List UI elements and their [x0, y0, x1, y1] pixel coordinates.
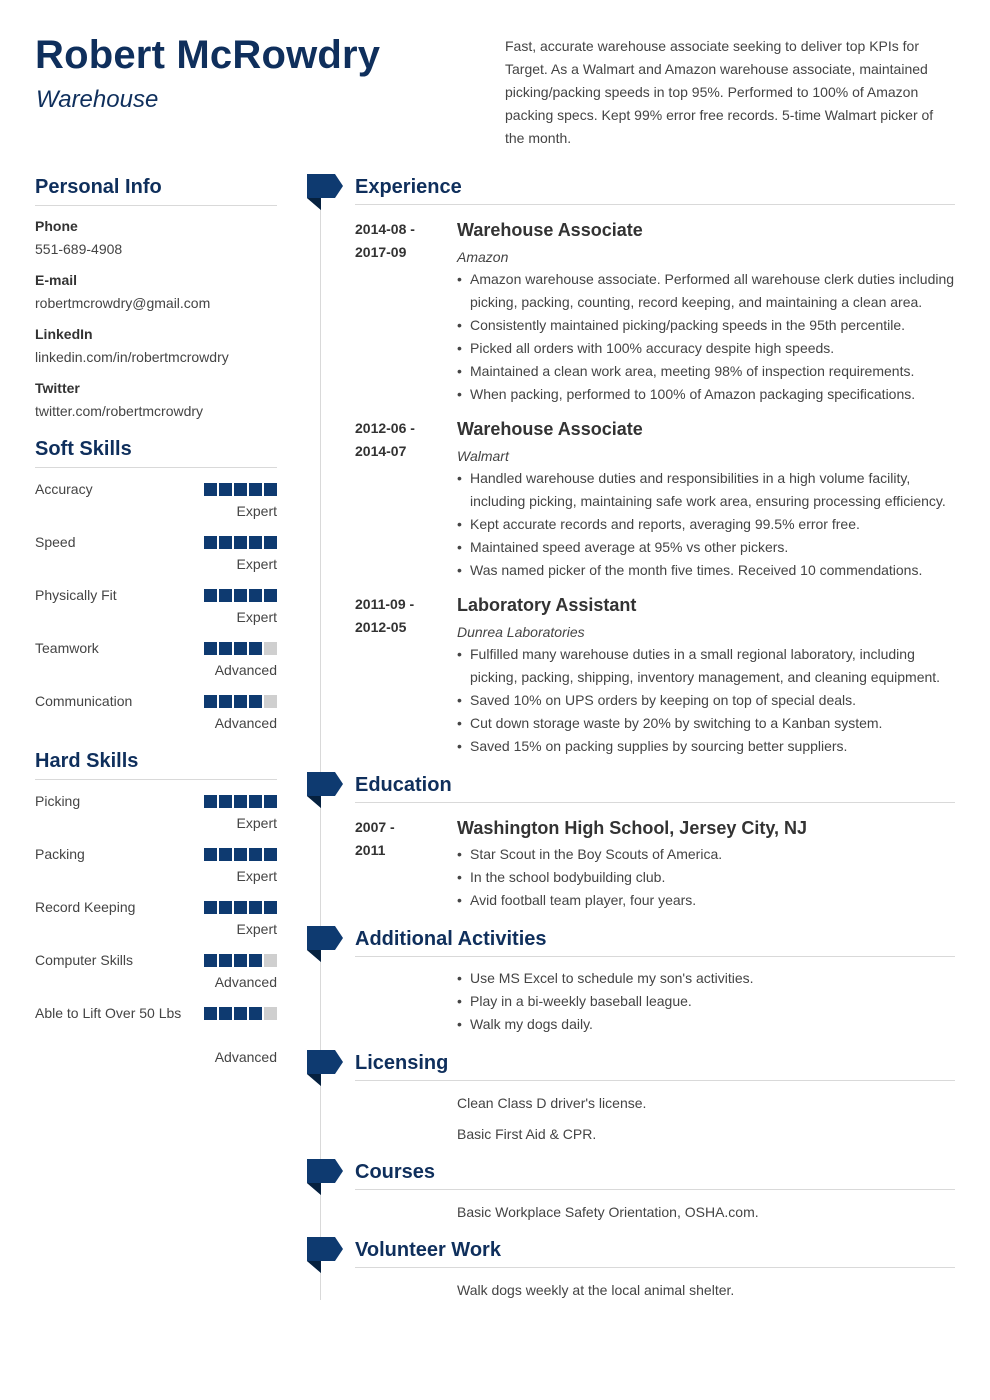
rating-square-filled [234, 536, 247, 549]
soft-skills-section [35, 438, 277, 468]
hard-skills-section [35, 750, 277, 780]
rating-square-empty [264, 954, 277, 967]
rating-square-empty [264, 1007, 277, 1020]
skill-rating [204, 901, 277, 914]
rating-square-filled [234, 483, 247, 496]
skill-rating [204, 954, 277, 967]
rating-square-filled [204, 695, 217, 708]
job-3-date-start: 2011-09 - [355, 596, 415, 612]
skill-rating [204, 536, 277, 549]
skill-level: Expert [236, 609, 277, 625]
list-item: • Amazon warehouse associate. Performed all warehouse clerk duties including picking, packing, counting, record keeping, and maintaining a clean area. [457, 268, 957, 314]
job-3-dates [355, 593, 435, 639]
skill-rating [204, 695, 277, 708]
education-date-end: 2011 [355, 842, 386, 858]
hard-skills-heading: Hard Skills [35, 750, 139, 772]
rating-square-empty [264, 642, 277, 655]
list-item: • In the school bodybuilding club. [457, 866, 957, 889]
personal-info-section [35, 176, 277, 206]
flag-marker-icon [307, 174, 343, 210]
skill-rating [204, 848, 277, 861]
activities-bullets [457, 967, 957, 1036]
skill-rating [204, 1007, 277, 1020]
list-item: • Was named picker of the month five times. Received 10 commendations. [457, 559, 957, 582]
education-divider [355, 802, 955, 803]
phone-label: Phone [35, 218, 78, 234]
list-item: • Use MS Excel to schedule my son's activities. [457, 967, 957, 990]
skill-level: Expert [236, 921, 277, 937]
skill-name: Computer Skills [35, 952, 134, 968]
job-2-date-end: 2014-07 [355, 443, 407, 459]
skill-level: Advanced [214, 974, 277, 990]
twitter-label: Twitter [35, 380, 80, 396]
education-date-start: 2007 - [355, 819, 395, 835]
rating-square-filled [249, 695, 262, 708]
job-2-date-start: 2012-06 - [355, 420, 415, 436]
activities-divider [355, 956, 955, 957]
hard-skills-list [35, 790, 277, 1080]
rating-square-filled [204, 642, 217, 655]
job-2-company: Walmart [457, 448, 509, 464]
rating-square-filled [234, 642, 247, 655]
job-1-title: Warehouse Associate [457, 220, 643, 240]
flag-marker-icon [307, 1050, 343, 1086]
list-item: • Saved 10% on UPS orders by keeping on top of special deals. [457, 689, 957, 712]
rating-square-filled [219, 589, 232, 602]
skill-name: Packing [35, 846, 85, 862]
list-item: • Play in a bi-weekly baseball league. [457, 990, 957, 1013]
rating-square-filled [264, 483, 277, 496]
twitter-value[interactable]: twitter.com/robertmcrowdry [35, 403, 204, 419]
email-label: E-mail [35, 272, 78, 288]
skill-name: Communication [35, 693, 133, 709]
skill-rating [204, 795, 277, 808]
list-item: • Star Scout in the Boy Scouts of America. [457, 843, 957, 866]
rating-square-filled [264, 795, 277, 808]
skill-rating [204, 589, 277, 602]
personal-info-list [35, 218, 277, 428]
rating-square-filled [204, 848, 217, 861]
rating-square-filled [234, 901, 247, 914]
soft-skills-heading: Soft Skills [35, 438, 132, 460]
job-2-dates [355, 417, 435, 463]
courses-divider [355, 1189, 955, 1190]
rating-square-filled [234, 848, 247, 861]
volunteer-divider [355, 1267, 955, 1268]
volunteer-heading: Volunteer Work [355, 1239, 501, 1261]
email-value[interactable]: robertmcrowdry@gmail.com [35, 295, 211, 311]
rating-square-filled [249, 589, 262, 602]
job-3-bullets [457, 643, 957, 758]
licensing-item-2: Basic First Aid & CPR. [457, 1126, 597, 1142]
candidate-name: Robert McRowdry [35, 33, 381, 77]
list-item: • Handled warehouse duties and responsibilities in a high volume facility, including picking, maintaining safe work area, ensuring processing efficiency. [457, 467, 957, 513]
list-item: • Kept accurate records and reports, averaging 99.5% error free. [457, 513, 957, 536]
job-1-bullets [457, 268, 957, 406]
job-3-title: Laboratory Assistant [457, 595, 637, 615]
linkedin-label: LinkedIn [35, 326, 93, 342]
skill-name: Able to Lift Over 50 Lbs [35, 1005, 182, 1021]
rating-square-filled [264, 589, 277, 602]
education-bullets [457, 843, 957, 912]
rating-square-filled [204, 795, 217, 808]
skill-level: Advanced [214, 715, 277, 731]
list-item: • Cut down storage waste by 20% by switching to a Kanban system. [457, 712, 957, 735]
hard-skills-divider [35, 779, 277, 780]
education-dates [355, 816, 435, 862]
rating-square-filled [249, 483, 262, 496]
list-item: • Maintained a clean work area, meeting 98% of inspection requirements. [457, 360, 957, 383]
list-item: • Maintained speed average at 95% vs other pickers. [457, 536, 957, 559]
skill-level: Expert [236, 503, 277, 519]
rating-square-filled [264, 536, 277, 549]
education-school: Washington High School, Jersey City, NJ [457, 818, 808, 838]
education-heading: Education [355, 774, 452, 796]
rating-square-filled [219, 795, 232, 808]
job-3-date-end: 2012-05 [355, 619, 407, 635]
skill-name: Accuracy [35, 481, 93, 497]
job-1-company: Amazon [457, 249, 509, 265]
candidate-role: Warehouse [36, 86, 159, 113]
job-1-date-start: 2014-08 - [355, 221, 415, 237]
skill-level: Expert [236, 868, 277, 884]
rating-square-filled [249, 795, 262, 808]
volunteer-item-1: Walk dogs weekly at the local animal shelter. [457, 1282, 735, 1298]
skill-level: Expert [236, 815, 277, 831]
rating-square-filled [234, 589, 247, 602]
skill-name: Picking [35, 793, 81, 809]
skill-level: Advanced [214, 1049, 277, 1065]
rating-square-filled [249, 642, 262, 655]
rating-square-filled [249, 1007, 262, 1020]
rating-square-filled [204, 901, 217, 914]
rating-square-filled [234, 695, 247, 708]
personal-info-divider [35, 205, 277, 206]
job-1-date-end: 2017-09 [355, 244, 407, 260]
soft-skills-divider [35, 467, 277, 468]
skill-name: Teamwork [35, 640, 99, 656]
rating-square-filled [249, 848, 262, 861]
rating-square-filled [264, 901, 277, 914]
job-3-company: Dunrea Laboratories [457, 624, 585, 640]
list-item: • Picked all orders with 100% accuracy despite high speeds. [457, 337, 957, 360]
flag-marker-icon [307, 772, 343, 808]
rating-square-filled [249, 954, 262, 967]
flag-marker-icon [307, 1237, 343, 1273]
rating-square-filled [249, 536, 262, 549]
rating-square-filled [219, 901, 232, 914]
experience-heading: Experience [355, 176, 462, 198]
flag-marker-icon [307, 1159, 343, 1195]
licensing-heading: Licensing [355, 1052, 449, 1074]
summary-text: Fast, accurate warehouse associate seeking to deliver top KPIs for Target. As a Walmart and Amazon warehouse associate, maintained picking/packing speeds in top 95%. Performed to 100% of Amazon packing specs. Kept 99% error free records. 5-time Walmart picker of the month. [505, 38, 934, 146]
list-item: • Fulfilled many warehouse duties in a small regional laboratory, including picking, packing, shipping, inventory management, and cleaning equipment. [457, 643, 957, 689]
rating-square-filled [234, 954, 247, 967]
rating-square-filled [204, 483, 217, 496]
skill-rating [204, 642, 277, 655]
skill-name: Record Keeping [35, 899, 136, 915]
list-item: • Avid football team player, four years. [457, 889, 957, 912]
skill-level: Advanced [214, 662, 277, 678]
rating-square-filled [204, 954, 217, 967]
phone-value: 551-689-4908 [35, 241, 123, 257]
courses-heading: Courses [355, 1161, 436, 1183]
skill-name: Physically Fit [35, 587, 117, 603]
rating-square-filled [234, 1007, 247, 1020]
timeline-line [320, 200, 321, 1300]
list-item: • Consistently maintained picking/packing speeds in the 95th percentile. [457, 314, 957, 337]
rating-square-filled [249, 901, 262, 914]
rating-square-filled [264, 848, 277, 861]
skill-level: Expert [236, 556, 277, 572]
activities-heading: Additional Activities [355, 928, 547, 950]
licensing-item-1: Clean Class D driver's license. [457, 1095, 647, 1111]
rating-square-filled [219, 848, 232, 861]
rating-square-filled [219, 695, 232, 708]
soft-skills-list [35, 478, 277, 738]
job-2-title: Warehouse Associate [457, 419, 643, 439]
rating-square-filled [219, 954, 232, 967]
job-2-bullets [457, 467, 957, 582]
rating-square-filled [219, 483, 232, 496]
rating-square-filled [204, 589, 217, 602]
rating-square-filled [219, 642, 232, 655]
rating-square-empty [264, 695, 277, 708]
courses-item-1: Basic Workplace Safety Orientation, OSHA.com. [457, 1204, 759, 1220]
rating-square-filled [204, 536, 217, 549]
rating-square-filled [219, 536, 232, 549]
rating-square-filled [204, 1007, 217, 1020]
rating-square-filled [234, 795, 247, 808]
experience-divider [355, 204, 955, 205]
licensing-divider [355, 1080, 955, 1081]
rating-square-filled [219, 1007, 232, 1020]
linkedin-value[interactable]: linkedin.com/in/robertmcrowdry [35, 349, 229, 365]
flag-marker-icon [307, 926, 343, 962]
job-1-dates [355, 218, 435, 264]
personal-info-heading: Personal Info [35, 176, 162, 198]
list-item: • When packing, performed to 100% of Amazon packaging specifications. [457, 383, 957, 406]
list-item: • Walk my dogs daily. [457, 1013, 957, 1036]
list-item: • Saved 15% on packing supplies by sourcing better suppliers. [457, 735, 957, 758]
skill-rating [204, 483, 277, 496]
skill-name: Speed [35, 534, 76, 550]
